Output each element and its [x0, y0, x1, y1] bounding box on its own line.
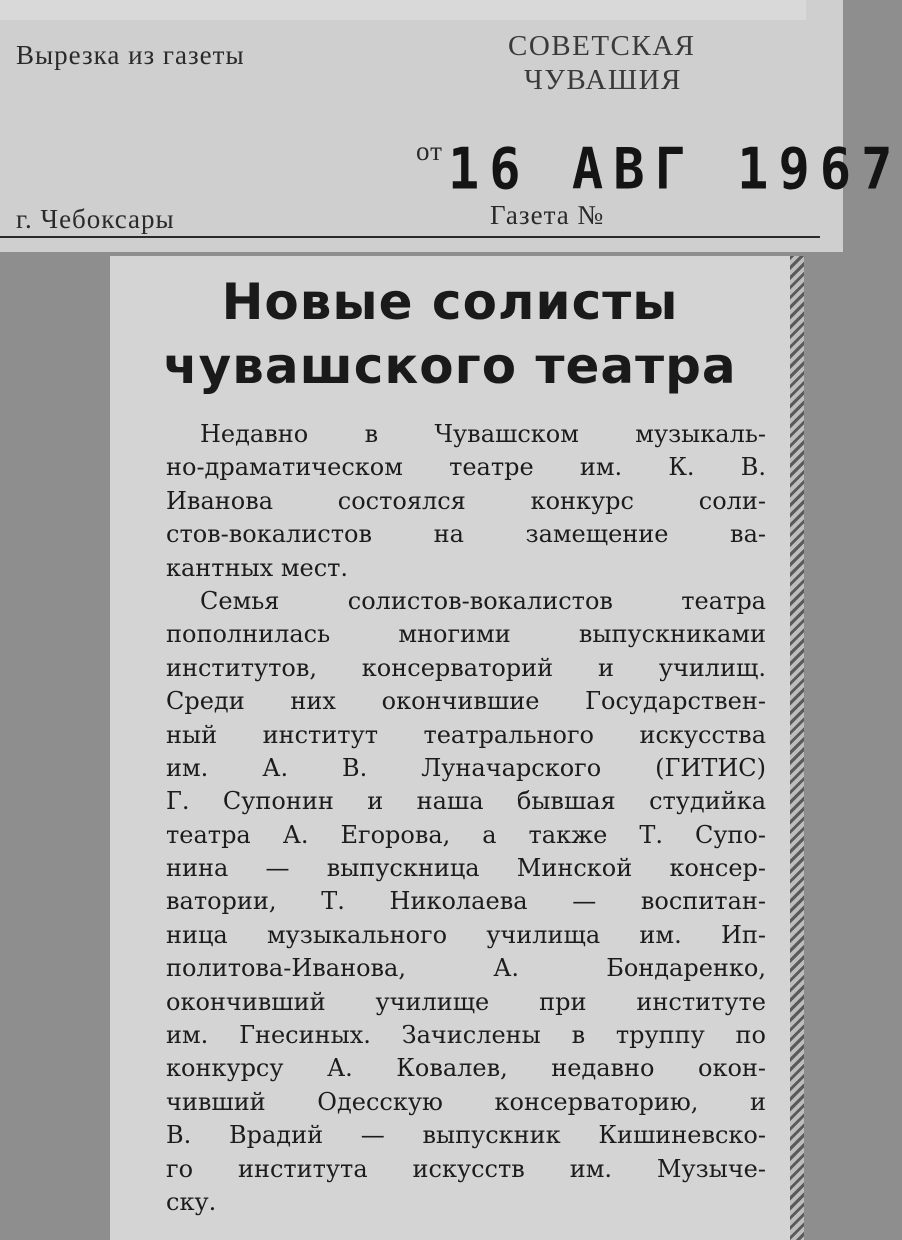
article-line: Г. Супонин и наша бывшая студийка — [166, 787, 766, 815]
newspaper-name-line1: СОВЕТСКАЯ — [508, 30, 696, 62]
article-line: стов-вокалистов на замещение ва- — [166, 520, 766, 548]
clipping-label: Вырезка из газеты — [16, 40, 245, 70]
article-line: кантных мест. — [166, 554, 349, 582]
article-line: ница музыкального училища им. Ип- — [166, 921, 766, 949]
article-line: политова-Иванова, А. Бондаренко, — [166, 954, 766, 982]
article-line: го института искусств им. Музыче- — [166, 1155, 766, 1183]
headline-line: Новые солисты — [221, 273, 679, 331]
article-line: Среди них окончившие Государствен- — [166, 687, 766, 715]
article-line: ный институт театрального искусства — [166, 721, 766, 749]
card-tab — [0, 0, 806, 20]
article-line: им. Гнесиных. Зачислены в труппу по — [166, 1021, 766, 1049]
clipping-border — [790, 256, 804, 1240]
from-label: от — [416, 136, 443, 166]
newspaper-name-line2: ЧУВАШИЯ — [524, 64, 682, 96]
city-label: г. Чебоксары — [16, 204, 175, 234]
issue-label: Газета № — [490, 200, 605, 230]
article-line: В. Врадий — выпускник Кишиневско- — [166, 1121, 766, 1149]
article-line: нина — выпускница Минской консер- — [166, 854, 766, 882]
article-line: но-драматическом театре им. К. В. — [166, 453, 766, 481]
article-line: пополнилась многими выпускниками — [166, 620, 766, 648]
article-line: им. А. В. Луначарского (ГИТИС) — [166, 754, 766, 782]
article-line: окончивший училище при институте — [166, 988, 766, 1016]
date-stamp: 16 АВГ 1967 — [448, 137, 902, 203]
card-divider — [0, 236, 820, 238]
article-line: Иванова состоялся конкурс соли- — [166, 487, 766, 515]
article-line: институтов, консерваторий и училищ. — [166, 654, 766, 682]
article-line: чивший Одесскую консерваторию, и — [166, 1088, 766, 1116]
article-line: ватории, Т. Николаева — воспитан- — [166, 887, 766, 915]
article-line: конкурсу А. Ковалев, недавно окон- — [166, 1054, 766, 1082]
article-headline — [120, 270, 780, 398]
headline-line: чувашского театра — [163, 337, 737, 395]
article-line: Недавно в Чувашском музыкаль- — [200, 420, 766, 448]
article-line: Семья солистов-вокалистов театра — [200, 587, 766, 615]
article-line: театра А. Егорова, а также Т. Супо- — [166, 821, 766, 849]
article-line: ску. — [166, 1188, 217, 1216]
archive-card — [0, 0, 902, 252]
